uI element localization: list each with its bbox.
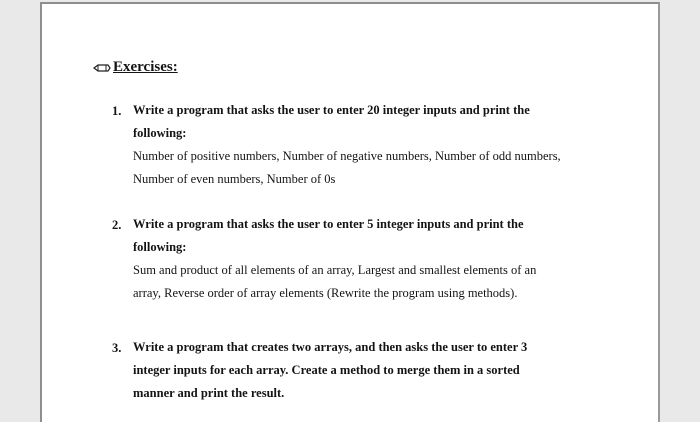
exercise-number: 2. (112, 218, 122, 232)
exercise-title-line: Write a program that asks the user to enter 5 integer inputs and print the (133, 217, 524, 231)
exercise-title-line: following: (133, 126, 187, 140)
document-page (40, 2, 660, 422)
pencil-icon (93, 62, 111, 74)
exercises-heading (93, 59, 178, 76)
heading-label: Exercises: (113, 59, 178, 75)
exercise-number: 3. (112, 341, 122, 355)
exercise-body-line: array, Reverse order of array elements (Rewrite the program using methods). (133, 286, 518, 300)
exercise-title-line: integer inputs for each array. Create a method to merge them in a sorted (133, 363, 520, 377)
exercise-title-line: Write a program that creates two arrays, and then asks the user to enter 3 (133, 340, 528, 354)
exercise-title-line: Write a program that asks the user to enter 20 integer inputs and print the (133, 103, 530, 117)
exercise-number: 1. (112, 104, 122, 118)
exercise-title-line: manner and print the result. (133, 386, 285, 400)
exercise-body-line: Number of positive numbers, Number of negative numbers, Number of odd numbers, (133, 149, 561, 163)
exercise-body-line: Sum and product of all elements of an array, Largest and smallest elements of an (133, 263, 537, 277)
exercise-title-line: following: (133, 240, 187, 254)
exercise-body-line: Number of even numbers, Number of 0s (133, 172, 336, 186)
